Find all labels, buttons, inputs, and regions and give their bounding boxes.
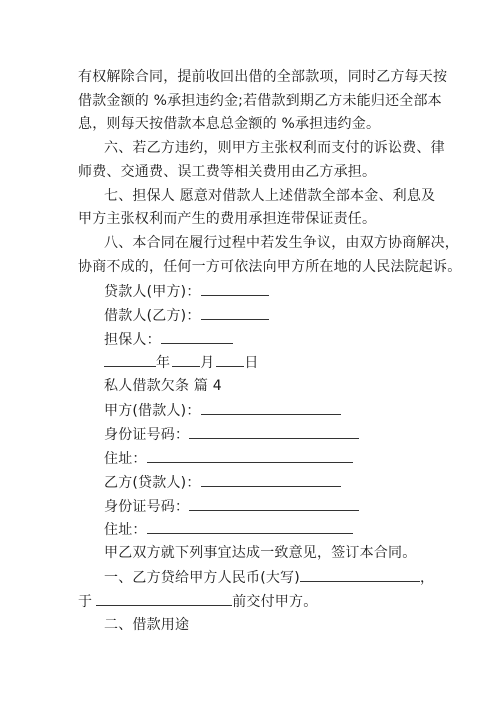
party-b-addr-label: 住址：: [104, 522, 147, 538]
clause-1-prefix: 于: [78, 594, 93, 610]
month-label: 月: [200, 355, 215, 371]
party-a-addr-label: 住址：: [104, 451, 147, 467]
clause-1-line-2: [78, 591, 317, 612]
party-b-addr-line: [104, 519, 353, 540]
borrower-label: 借款人(乙方)：: [104, 308, 201, 324]
party-b-label: 乙方(贷款人)：: [104, 475, 201, 491]
borrower-blank: [201, 305, 269, 320]
amount-blank: [300, 567, 420, 582]
p6-line-2: 师费、交通费、误工费等相关费用由乙方承担。: [78, 164, 377, 180]
lender-signature-line: [104, 281, 269, 302]
section-title: 私人借款欠条 篇 4: [104, 378, 222, 394]
party-a-id-blank: [189, 424, 359, 439]
agreement-statement: 甲乙双方就下列事宜达成一致意见，签订本合同。: [104, 545, 417, 561]
clause-1-suffix: 前交付甲方。: [232, 594, 318, 610]
party-b-line: [104, 472, 341, 493]
p7-line-1: 七、担保人 愿意对借款人上述借款全部本金、利息及: [104, 188, 436, 204]
clause-1-line-1: [104, 567, 434, 588]
party-a-blank: [201, 400, 341, 415]
p7-line-2: 甲方主张权利而产生的费用承担连带保证责任。: [78, 211, 377, 227]
p1-line-2: 借款金额的 %承担违约金;若借款到期乙方未能归还全部本: [78, 93, 442, 109]
party-a-addr-blank: [147, 448, 353, 463]
month-blank: [172, 352, 200, 367]
party-a-line: [104, 400, 341, 421]
p6-line-1: 六、若乙方违约，则甲方主张权利而支付的诉讼费、律: [104, 140, 445, 156]
clause-1-start: 一、乙方贷给甲方人民币(大写): [104, 570, 300, 586]
p1-line-1: 有权解除合同，提前收回出借的全部款项，同时乙方每天按: [78, 69, 448, 85]
clause-1-comma: ，: [419, 570, 435, 586]
party-b-id-blank: [189, 496, 359, 511]
p8-line-2: 协商不成的，任何一方可依法向甲方所在地的人民法院起诉。: [78, 259, 462, 275]
party-a-id-line: [104, 424, 359, 445]
year-label: 年: [156, 355, 171, 371]
clause-2-heading: 二、借款用途: [104, 617, 190, 633]
guarantor-blank: [161, 329, 233, 344]
p1-line-3: 息，则每天按借款本息总金额的 %承担违约金。: [78, 116, 381, 132]
lender-blank: [201, 281, 269, 296]
year-blank: [104, 352, 156, 367]
guarantor-label: 担保人：: [104, 332, 161, 348]
party-b-id-line: [104, 496, 359, 517]
p8-line-1: 八、本合同在履行过程中若发生争议，由双方协商解决，: [104, 235, 459, 251]
party-b-id-label: 身份证号码：: [104, 499, 190, 515]
party-a-label: 甲方(借款人)：: [104, 403, 201, 419]
party-a-id-label: 身份证号码：: [104, 427, 190, 443]
party-a-addr-line: [104, 448, 353, 469]
borrower-signature-line: [104, 305, 269, 326]
guarantor-signature-line: [104, 329, 233, 350]
lender-label: 贷款人(甲方)：: [104, 284, 201, 300]
date-line: [104, 352, 259, 373]
day-label: 日: [244, 355, 259, 371]
party-b-addr-blank: [147, 519, 353, 534]
party-b-blank: [201, 472, 341, 487]
delivery-date-blank: [96, 591, 232, 606]
day-blank: [216, 352, 244, 367]
